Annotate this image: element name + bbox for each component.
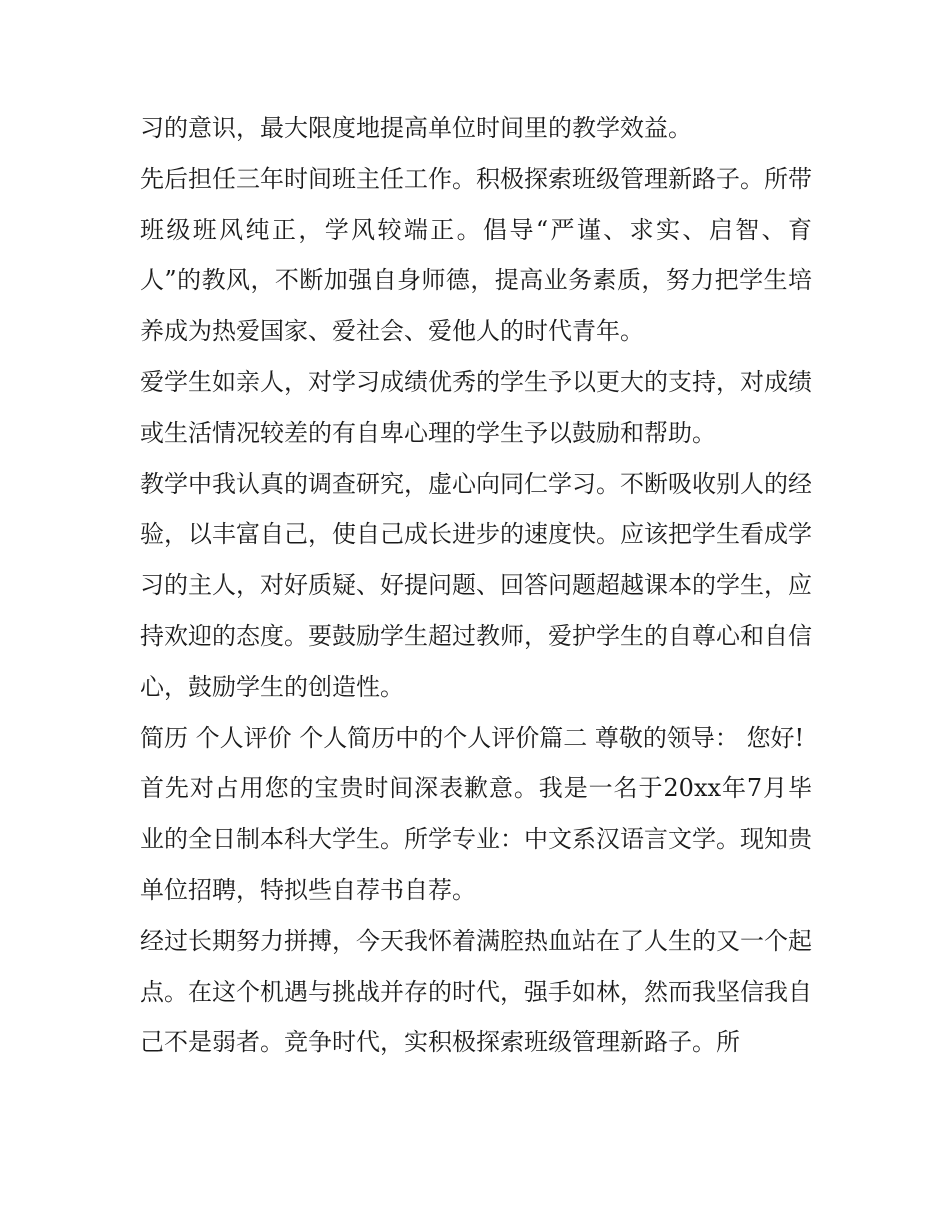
document-body	[140, 103, 812, 1068]
paragraph-5: 简历 个人评价 个人简历中的个人评价篇二 尊敬的领导： 您好!	[140, 723, 805, 752]
paragraph-6: 首先对占用您的宝贵时间深表歉意。我是一名于20xx年7月毕业的全日制本科大学生。所学专业：中文系汉语言文学。现知贵单位招聘，特拟些自荐书自荐。	[140, 774, 812, 904]
paragraph-3: 爱学生如亲人，对学习成绩优秀的学生予以更大的支持，对成绩或生活情况较差的有自卑心理的学生予以鼓励和帮助。	[140, 367, 812, 447]
paragraph-2: 先后担任三年时间班主任工作。积极探索班级管理新路子。所带班级班风纯正，学风较端正。倡导“严谨、求实、启智、育人”的教风，不断加强自身师德，提高业务素质，努力把学生培养成为热爱国家、爱社会、爱他人的时代青年。	[140, 164, 812, 346]
paragraph-7: 经过长期努力拼搏，今天我怀着满腔热血站在了人生的又一个起点。在这个机遇与挑战并存的时代，强手如林，然而我坚信我自己不是弱者。竞争时代，实积极探索班级管理新路子。所	[140, 926, 812, 1057]
paragraph-4: 教学中我认真的调查研究，虚心向同仁学习。不断吸收别人的经验，以丰富自己，使自己成长进步的速度快。应该把学生看成学习的主人，对好质疑、好提问题、回答问题超越课本的学生，应持欢迎的态度。要鼓励学生超过教师，爱护学生的自尊心和自信心，鼓励学生的创造性。	[140, 469, 812, 701]
paragraph-1: 习的意识，最大限度地提高单位时间里的教学效益。	[140, 114, 692, 142]
